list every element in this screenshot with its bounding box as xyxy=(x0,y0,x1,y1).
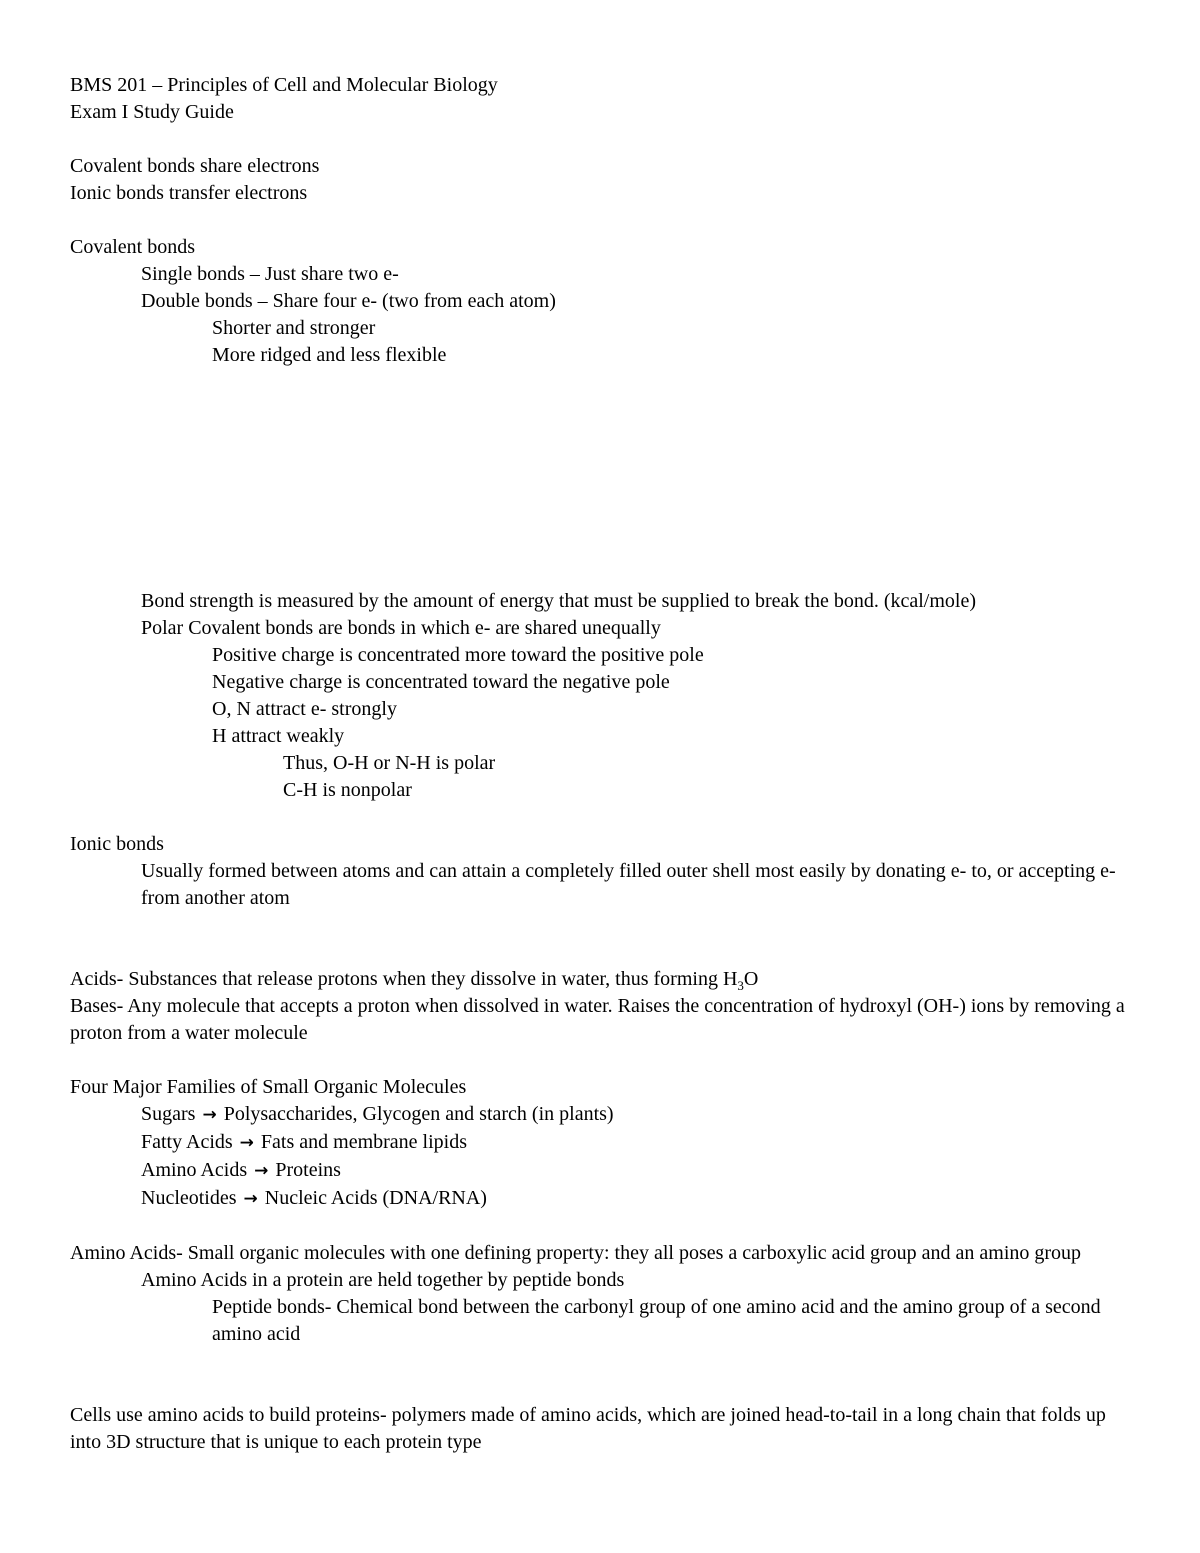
section-heading-covalent: Covalent bonds xyxy=(70,236,195,258)
family-item xyxy=(70,1129,1132,1157)
right-arrow-icon: → xyxy=(202,1105,217,1125)
family-item xyxy=(70,1157,1132,1185)
peptide-bonds-line: Amino Acids in a protein are held together by peptide bonds xyxy=(141,1269,625,1291)
spacer xyxy=(70,1348,1132,1402)
family-item xyxy=(70,1185,1132,1213)
double-bonds-detail: More ridged and less flexible xyxy=(212,344,447,366)
family-source: Nucleotides xyxy=(141,1187,237,1209)
polar-subdetail: Thus, O-H or N-H is polar xyxy=(283,752,496,774)
family-product: Fats and membrane lipids xyxy=(260,1131,467,1153)
family-source: Sugars xyxy=(141,1103,196,1125)
document-body xyxy=(70,72,1132,1456)
polar-detail: H attract weakly xyxy=(212,725,345,747)
spacer xyxy=(70,126,1132,153)
polar-subdetail: C-H is nonpolar xyxy=(283,779,412,801)
ionic-bonds-description: Usually formed between atoms and can attain a completely filled outer shell most easily by donating e- to, or accepting e- from another atom xyxy=(141,860,1116,909)
spacer xyxy=(70,804,1132,831)
right-arrow-icon: → xyxy=(254,1161,269,1181)
subscript: 3 xyxy=(737,978,744,993)
spacer xyxy=(70,912,1132,966)
intro-line-covalent: Covalent bonds share electrons xyxy=(70,155,320,177)
spacer xyxy=(70,207,1132,234)
bases-definition: Bases- Any molecule that accepts a proton when dissolved in water. Raises the concentration of hydroxyl (OH-) ions by removing a proton from a water molecule xyxy=(70,995,1125,1044)
document-subtitle: Exam I Study Guide xyxy=(70,101,234,123)
spacer xyxy=(70,1213,1132,1240)
acids-text-end: O xyxy=(743,968,759,990)
acids-definition xyxy=(70,966,1132,993)
bond-strength-line: Bond strength is measured by the amount of energy that must be supplied to break the bond. (kcal/mole) xyxy=(141,590,976,612)
family-source: Amino Acids xyxy=(141,1159,248,1181)
family-product: Nucleic Acids (DNA/RNA) xyxy=(264,1187,487,1209)
course-title: BMS 201 – Principles of Cell and Molecular Biology xyxy=(70,74,498,96)
polar-detail: Negative charge is concentrated toward the negative pole xyxy=(212,671,670,693)
family-source: Fatty Acids xyxy=(141,1131,233,1153)
right-arrow-icon: → xyxy=(243,1189,258,1209)
section-heading-families: Four Major Families of Small Organic Molecules xyxy=(70,1076,467,1098)
polar-detail: Positive charge is concentrated more toward the positive pole xyxy=(212,644,704,666)
family-product: Polysaccharides, Glycogen and starch (in plants) xyxy=(223,1103,614,1125)
polar-detail: O, N attract e- strongly xyxy=(212,698,397,720)
polar-covalent-line: Polar Covalent bonds are bonds in which e- are shared unequally xyxy=(141,617,661,639)
proteins-paragraph: Cells use amino acids to build proteins- polymers made of amino acids, which are joined head-to-tail in a long chain that folds up into 3D structure that is unique to each protein type xyxy=(70,1404,1106,1453)
amino-acids-definition: Amino Acids- Small organic molecules with one defining property: they all poses a carboxylic acid group and an amino group xyxy=(70,1242,1082,1264)
right-arrow-icon: → xyxy=(239,1133,254,1153)
double-bonds-detail: Shorter and stronger xyxy=(212,317,376,339)
family-item xyxy=(70,1101,1132,1129)
single-bonds-line: Single bonds – Just share two e- xyxy=(141,263,399,285)
blank-figure-area xyxy=(70,369,1132,588)
intro-line-ionic: Ionic bonds transfer electrons xyxy=(70,182,308,204)
acids-text: Acids- Substances that release protons when they dissolve in water, thus forming H xyxy=(70,968,738,990)
peptide-bonds-definition: Peptide bonds- Chemical bond between the carbonyl group of one amino acid and the amino group of a second amino acid xyxy=(212,1296,1101,1345)
section-heading-ionic: Ionic bonds xyxy=(70,833,164,855)
double-bonds-line: Double bonds – Share four e- (two from each atom) xyxy=(141,290,556,312)
spacer xyxy=(70,1047,1132,1074)
family-product: Proteins xyxy=(275,1159,341,1181)
